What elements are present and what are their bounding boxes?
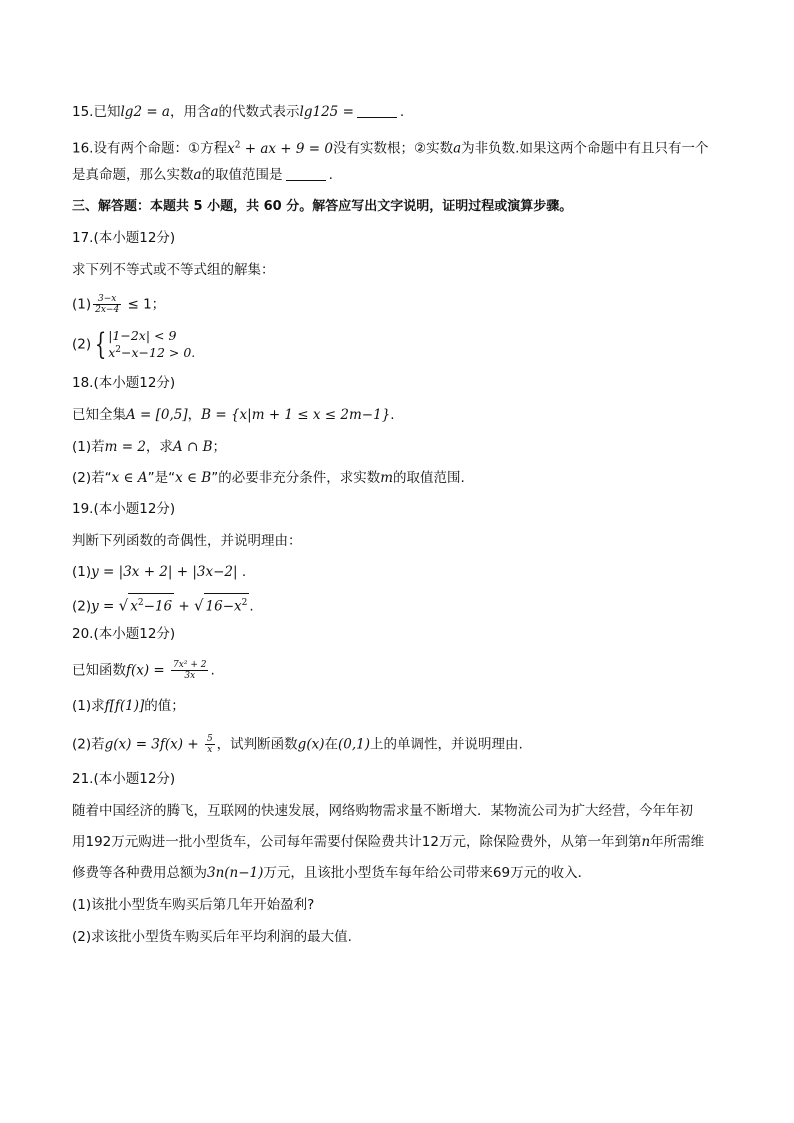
text: ”是“ — [147, 470, 176, 486]
answer-blank — [286, 166, 326, 181]
text: 为非负数.如果这两个命题中有且只有一个 — [461, 140, 709, 157]
question-18-part-2 — [72, 469, 465, 487]
denominator: 3x — [184, 671, 196, 681]
math-var: x — [130, 598, 138, 615]
denominator: 2x−4 — [95, 305, 120, 315]
math: a — [193, 167, 202, 183]
question-20-part-1 — [72, 697, 185, 715]
question-18-head: 18.(本小题12分) — [72, 375, 176, 391]
section-heading: 三、解答题：本题共 5 小题，共 60 分。解答应写出文字说明，证明过程或演算步骤。 — [72, 199, 573, 214]
text: 万元，且该批小型货车每年给公司带来69万元的收入． — [263, 865, 592, 881]
question-15 — [72, 103, 404, 121]
fraction — [205, 734, 215, 755]
text: ，试判断函数 — [216, 736, 298, 753]
text: ，求 — [145, 439, 173, 455]
math: + — [174, 598, 194, 615]
text: (1)若 — [72, 439, 105, 455]
question-17-stem: 求下列不等式或不等式组的解集： — [72, 262, 275, 278]
question-19-part-1 — [72, 563, 246, 581]
part-label: (1) — [72, 564, 92, 580]
exponent: 2 — [137, 598, 144, 608]
text: 的取值范围是 — [201, 167, 283, 183]
math: f[f(1)] — [104, 698, 145, 714]
text: 已知全集 — [72, 407, 126, 423]
text: . — [390, 407, 395, 423]
question-19-stem: 判断下列函数的奇偶性，并说明理由： — [72, 533, 302, 549]
question-17-part-1 — [72, 294, 165, 315]
question-21-head: 21.(本小题12分) — [72, 771, 176, 787]
question-21-line-2 — [72, 833, 704, 851]
text: . — [237, 564, 247, 580]
question-17-part-2 — [72, 326, 196, 362]
text: 没有实数根；②实数 — [332, 140, 454, 157]
exponent: 2 — [115, 345, 122, 355]
question-20-part-2 — [72, 734, 523, 755]
inequality-system — [108, 329, 195, 360]
brace: { — [94, 326, 107, 362]
math: a — [453, 140, 462, 157]
question-21-line-3 — [72, 864, 591, 882]
text: ， — [187, 407, 202, 423]
text: ； — [212, 439, 226, 455]
numerator: 3−x — [93, 294, 121, 305]
system-row-1: |1−2x| < 9 — [108, 328, 177, 343]
question-21-part-1: (1)该批小型货车购买后第几年开始盈利? — [72, 897, 315, 913]
math-var: x — [108, 345, 116, 361]
text: (1)求 — [72, 698, 105, 714]
part-label: (1) — [72, 296, 92, 313]
text: 是真命题，那么实数 — [72, 167, 194, 183]
text: 已知函数 — [72, 662, 126, 679]
numerator: 5 — [206, 734, 213, 744]
text: 年所需维 — [650, 834, 705, 850]
fraction — [171, 660, 208, 681]
question-18-stem — [72, 406, 395, 424]
math: m — [380, 470, 394, 486]
text: . — [328, 167, 333, 183]
exponent: 2 — [241, 598, 248, 608]
question-number: 16. — [72, 140, 94, 157]
text: (2)若 — [72, 736, 105, 753]
math: x ∈ B — [175, 470, 212, 486]
math-expr: 16−x — [205, 598, 242, 615]
text: 的取值范围. — [393, 470, 465, 486]
math: f(x) = — [126, 662, 170, 679]
text: 的代数式表示 — [218, 104, 300, 120]
math: a — [210, 104, 219, 120]
question-19-part-2 — [72, 593, 254, 616]
question-16-line-1 — [72, 136, 708, 158]
math: m = 2 — [104, 439, 146, 455]
math: (0,1) — [337, 736, 370, 753]
text: 的值； — [144, 698, 185, 714]
numerator: 7x² + 2 — [173, 660, 207, 670]
math-expr: −x−12 > 0 — [121, 345, 192, 361]
math: y = — [91, 598, 119, 615]
math-var: x — [227, 140, 235, 157]
math: n — [641, 834, 651, 850]
text: (2)若“ — [72, 470, 112, 486]
text: . — [191, 345, 196, 361]
text: 修费等各种费用总额为 — [72, 865, 207, 881]
math-expr: + ax + 9 = 0 — [240, 140, 333, 157]
math: g(x) = 3f(x) + — [104, 736, 203, 753]
text: 设有两个命题：①方程 — [93, 140, 228, 157]
part-label: (2) — [72, 336, 92, 353]
question-19-head: 19.(本小题12分) — [72, 501, 176, 517]
math: lg2 = a — [120, 104, 170, 120]
system-row-2 — [108, 343, 195, 360]
text: . — [399, 104, 405, 120]
radical-sign: √ — [193, 596, 204, 615]
math: lg125 = — [299, 104, 354, 120]
radicand-2 — [204, 593, 250, 616]
question-16-line-2 — [72, 166, 333, 184]
denominator: x — [207, 745, 213, 755]
math: 3n(n−1) — [207, 865, 264, 881]
math-expr: −16 — [143, 598, 173, 615]
question-20-head: 20.(本小题12分) — [72, 626, 176, 642]
text: ，用含 — [169, 104, 211, 120]
answer-blank — [357, 103, 397, 118]
text: 用192万元购进一批小型货车，公司每年需要付保险费共计12万元，除保险费外，从第一年到第 — [72, 834, 642, 850]
question-18-part-1 — [72, 438, 226, 456]
text: . — [210, 662, 215, 679]
text: 已知 — [93, 104, 121, 120]
math: x ∈ A — [111, 470, 148, 486]
text: ”的必要非充分条件，求实数 — [211, 470, 381, 486]
math — [227, 141, 333, 157]
math: A ∩ B — [172, 439, 213, 455]
question-number: 15. — [72, 104, 94, 120]
question-20-stem — [72, 660, 215, 681]
exponent: 2 — [234, 140, 241, 150]
text: ≤ 1； — [123, 296, 166, 313]
math: y = |3x + 2| + |3x−2| — [91, 564, 238, 580]
math: g(x) — [297, 736, 325, 753]
question-21-line-1: 随着中国经济的腾飞，互联网的快速发展，网络购物需求量不断增大．某物流公司为扩大经营，今年年初 — [72, 803, 693, 819]
text: . — [249, 598, 254, 615]
radical-sign: √ — [118, 596, 129, 615]
fraction — [93, 294, 121, 315]
text: 上的单调性，并说明理由. — [369, 736, 523, 753]
text: 在 — [324, 736, 338, 753]
math: B = {x|m + 1 ≤ x ≤ 2m−1} — [201, 407, 391, 423]
question-17-head: 17.(本小题12分) — [72, 230, 176, 246]
question-21-part-2: (2)求该批小型货车购买后年平均利润的最大值. — [72, 929, 352, 945]
math: A = [0,5] — [126, 407, 188, 423]
radicand-1 — [128, 593, 174, 616]
part-label: (2) — [72, 598, 92, 615]
